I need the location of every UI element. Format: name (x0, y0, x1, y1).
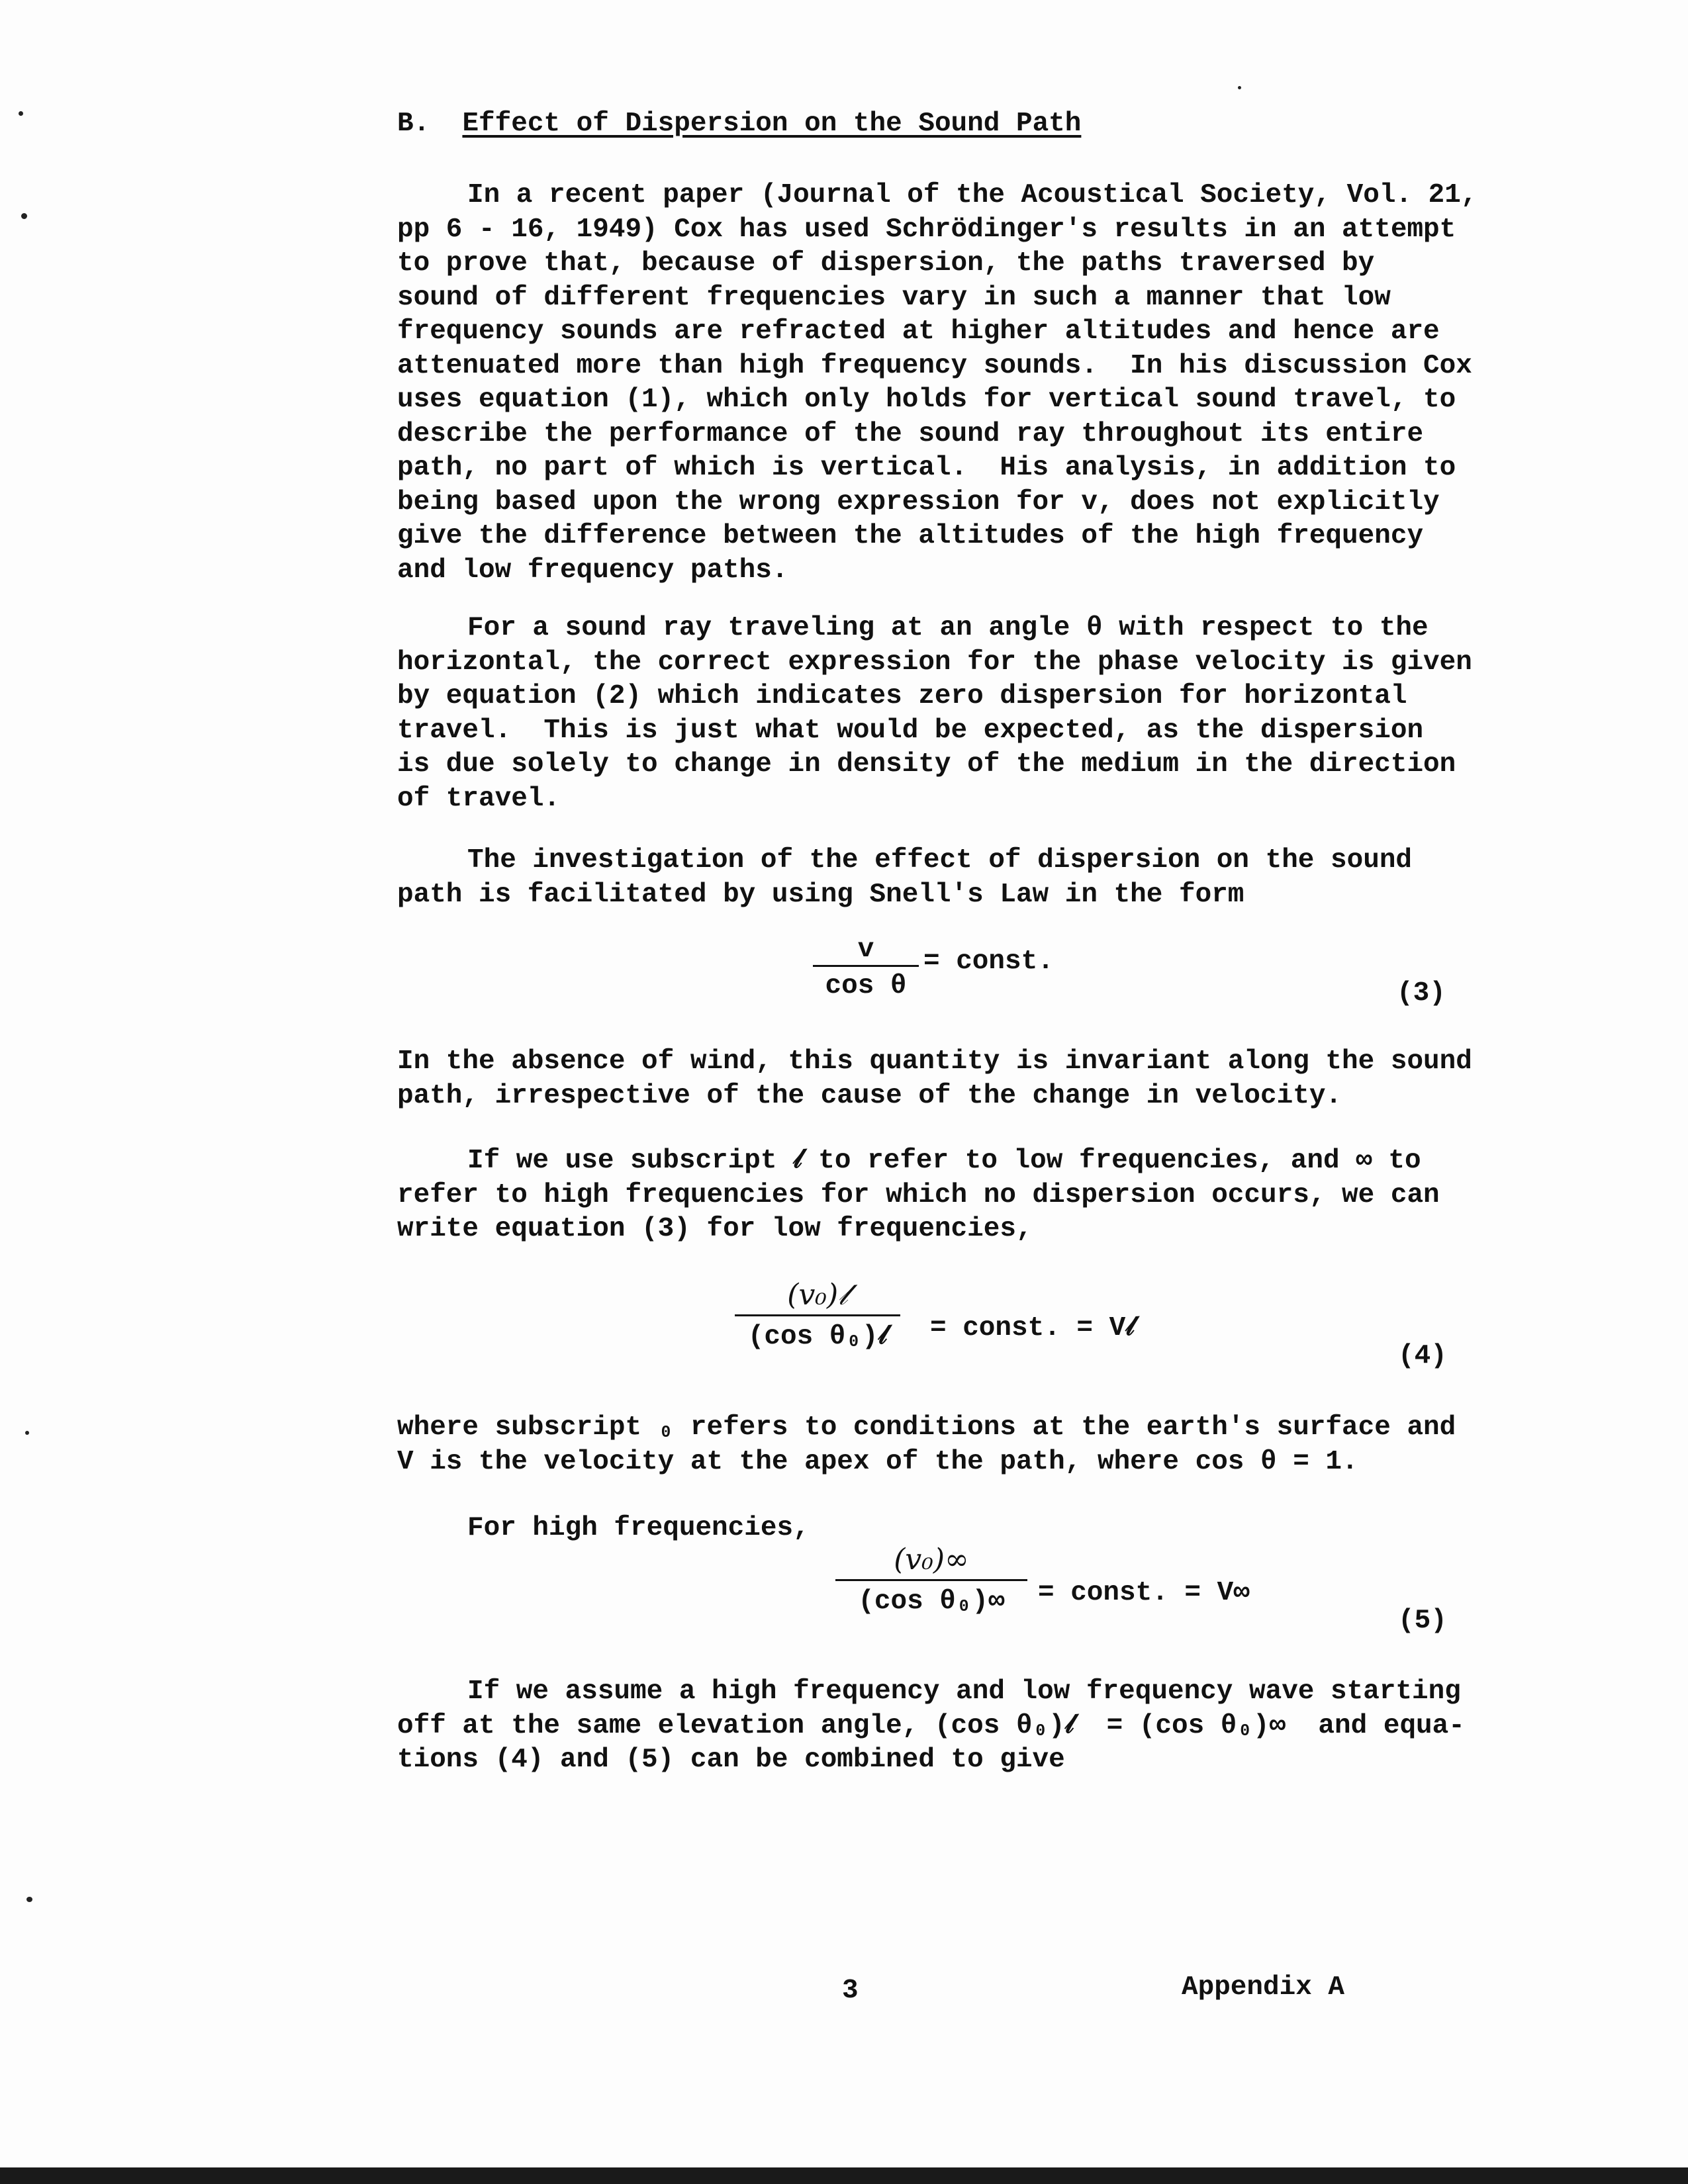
text-line: path is facilitated by using Snell's Law in the form (397, 879, 1244, 910)
paragraph-8 (397, 1675, 1562, 1778)
text-line: sound of different frequencies vary in such a manner that low (397, 282, 1391, 313)
text-line: In a recent paper (Journal of the Acoustical Society, Vol. 21, (467, 180, 1477, 210)
paragraph-1 (397, 179, 1523, 588)
eq4-number: (4) (1398, 1341, 1447, 1371)
eq3-denominator: cos θ (813, 965, 919, 1003)
text-line: refer to high frequencies for which no dispersion occurs, we can (397, 1179, 1440, 1210)
eq4-numerator: (v₀)𝓁 (787, 1278, 848, 1312)
text-line: path, irrespective of the cause of the change in velocity. (397, 1080, 1342, 1111)
scan-speck (19, 111, 23, 116)
text-line: travel. This is just what would be expected, as the dispersion (397, 715, 1424, 746)
text-line: write equation (3) for low frequencies, (397, 1214, 1033, 1244)
paragraph-2 (397, 612, 1523, 816)
section-title: Effect of Dispersion on the Sound Path (462, 109, 1082, 139)
scan-speck (26, 1897, 32, 1902)
text-line: path, no part of which is vertical. His analysis, in addition to (397, 453, 1456, 483)
eq3-rhs: = const. (923, 946, 1054, 977)
eq3-numerator: v (857, 934, 874, 965)
eq5-fraction (835, 1543, 1027, 1618)
text-line: If we use subscript 𝓁 to refer to low frequencies, and ∞ to (467, 1146, 1421, 1176)
text-line: give the difference between the altitudes of the high frequency (397, 521, 1424, 551)
text-line: horizontal, the correct expression for the phase velocity is given (397, 647, 1472, 678)
section-heading (397, 107, 1081, 141)
text-line: In the absence of wind, this quantity is invariant along the sound (397, 1046, 1472, 1077)
scan-speck (25, 1431, 29, 1435)
text-line: V is the velocity at the apex of the path, where cos θ = 1. (397, 1446, 1358, 1477)
eq3-number: (3) (1397, 978, 1446, 1009)
text-line: For high frequencies, (467, 1513, 810, 1543)
scan-speck (1238, 86, 1241, 89)
paragraph-3 (397, 844, 1523, 912)
text-line: describe the performance of the sound ray throughout its entire (397, 418, 1424, 449)
text-line: is due solely to change in density of the medium in the direction (397, 749, 1456, 780)
text-line: by equation (2) which indicates zero dispersion for horizontal (397, 681, 1407, 711)
text-line: being based upon the wrong expression for v, does not explicitly (397, 486, 1440, 518)
text-line: For a sound ray traveling at an angle θ with respect to the (467, 613, 1429, 643)
page-number: 3 (842, 1976, 859, 2006)
eq3-fraction (813, 933, 919, 1003)
eq5-numerator: (v₀)∞ (894, 1543, 969, 1576)
text-line: The investigation of the effect of dispersion on the sound (467, 845, 1413, 876)
text-line: attenuated more than high frequency sounds. In his discussion Cox (397, 350, 1472, 381)
text-line: where subscript ₀ refers to conditions at the earth's surface and (397, 1412, 1456, 1443)
paragraph-6 (397, 1411, 1523, 1479)
scan-border (0, 2167, 1688, 2184)
eq4-fraction (735, 1279, 900, 1353)
text-line: of travel. (397, 783, 561, 814)
eq5-rhs: = const. = V∞ (1038, 1578, 1250, 1608)
text-line: off at the same elevation angle, (cos θ₀)𝓁 = (cos θ₀)∞ and equa- (397, 1710, 1465, 1741)
paragraph-4 (397, 1045, 1523, 1113)
text-line: and low frequency paths. (397, 555, 788, 586)
paragraph-7 (397, 1512, 1523, 1546)
scan-speck (21, 213, 27, 219)
text-line: to prove that, because of dispersion, the paths traversed by (397, 248, 1375, 279)
text-line: frequency sounds are refracted at higher altitudes and hence are (397, 316, 1440, 347)
text-line: If we assume a high frequency and low frequency wave starting (467, 1676, 1461, 1707)
paragraph-5 (397, 1144, 1523, 1247)
eq4-denominator: (cos θ₀)𝓁 (735, 1314, 900, 1353)
eq5-number: (5) (1398, 1606, 1447, 1636)
text-line: tions (4) and (5) can be combined to give (397, 1745, 1065, 1775)
text-line: uses equation (1), which only holds for vertical sound travel, to (397, 385, 1456, 415)
eq4-rhs: = const. = V𝓁 (930, 1313, 1135, 1343)
text-line: pp 6 - 16, 1949) Cox has used Schrödinger's results in an attempt (397, 214, 1456, 245)
appendix-label: Appendix A (1182, 1972, 1345, 2003)
eq5-denominator: (cos θ₀)∞ (835, 1579, 1027, 1618)
section-label: B. (397, 109, 430, 139)
